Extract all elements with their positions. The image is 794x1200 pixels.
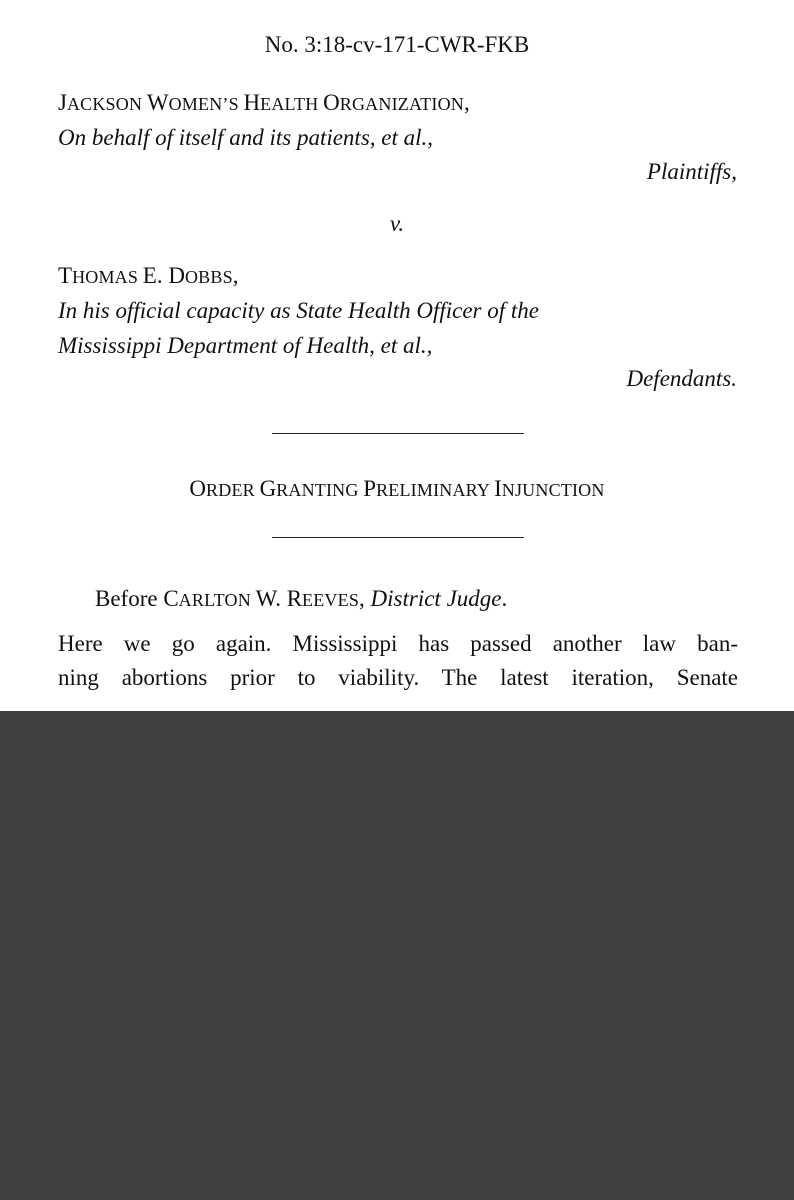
plaintiff-name: JACKSON WOMEN’S HEALTH ORGANIZATION,: [58, 90, 470, 115]
defendant-role: Defendants.: [626, 366, 737, 391]
order-title: ORDER GRANTING PRELIMINARY INJUNCTION: [189, 476, 605, 501]
empty-viewer-area: [0, 711, 794, 1200]
body-text-line-1: Here we go again. Mississippi has passed another law ban-: [58, 631, 738, 656]
plaintiff-description: On behalf of itself and its patients, et al.,: [58, 125, 434, 150]
divider-bottom: [272, 537, 524, 538]
defendant-description-line1: In his official capacity as State Health Officer of the: [58, 298, 539, 323]
case-number: No. 3:18-cv-171-CWR-FKB: [264, 32, 530, 57]
plaintiff-role: Plaintiffs,: [646, 159, 737, 184]
body-text-line-2: ning abortions prior to viability. The latest iteration, Senate: [58, 665, 738, 690]
judge-line: Before CARLTON W. REEVES, District Judge.: [95, 586, 508, 611]
versus: v.: [389, 211, 405, 236]
defendant-description-line2: Mississippi Department of Health, et al.,: [58, 333, 433, 358]
divider-top: [272, 433, 524, 434]
defendant-name: THOMAS E. DOBBS,: [58, 263, 239, 288]
